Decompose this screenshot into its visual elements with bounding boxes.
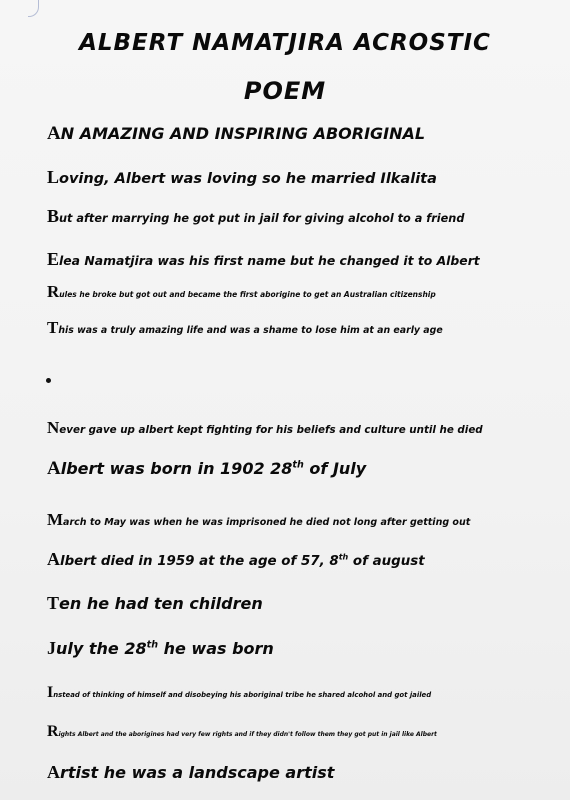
line-text-end: he was born [158, 639, 274, 658]
acrostic-letter: T [47, 318, 59, 337]
poem-line [47, 418, 483, 438]
acrostic-letter: N [47, 418, 60, 437]
poem-title-line-2: POEM [243, 77, 327, 105]
acrostic-letter: A [47, 123, 61, 144]
poem-line [47, 510, 470, 530]
poem-line [47, 762, 334, 783]
line-text: ules he broke but got out and became the first aborigine to get an Australian citizenship [59, 290, 436, 299]
line-text: uly the 28 [56, 639, 147, 658]
acrostic-letter: R [47, 723, 59, 740]
line-text-end: of July [303, 459, 367, 478]
acrostic-letter: M [47, 510, 64, 529]
line-text: N AMAZING AND INSPIRING ABORIGINAL [60, 124, 426, 143]
acrostic-letter: I [47, 684, 54, 701]
poem-line [47, 593, 263, 614]
line-text: arch to May was when he was imprisoned he died not long after getting out [63, 517, 471, 528]
line-text: en he had ten children [59, 594, 263, 613]
line-text: oving, Albert was loving so he married Ilkalita [59, 171, 437, 187]
line-text: lbert died in 1959 at the age of 57, 8 [60, 554, 339, 569]
acrostic-letter: T [47, 593, 60, 613]
poem-line [47, 167, 437, 188]
acrostic-letter: A [47, 549, 60, 569]
poem-line [47, 249, 480, 270]
line-text: ever gave up albert kept fighting for his beliefs and culture until he died [59, 424, 483, 436]
poem-line [47, 549, 425, 570]
line-text: lea Namatjira was his first name but he changed it to Albert [59, 253, 480, 268]
line-text: ights Albert and the aborigines had very few rights and if they didn't follow them they got put in jail like Albert [58, 731, 437, 738]
acrostic-letter: J [47, 638, 56, 658]
poem-line [47, 282, 436, 302]
acrostic-letter: R [47, 282, 60, 301]
acrostic-letter: A [47, 762, 60, 782]
line-text: his was a truly amazing life and was a shame to lose him at an early age [58, 325, 443, 336]
acrostic-letter: L [47, 167, 60, 187]
acrostic-letter: B [47, 206, 60, 226]
acrostic-letter: A [47, 458, 61, 479]
bullet-dot [46, 378, 51, 383]
pen-mark [28, 0, 39, 17]
poem-line [47, 206, 464, 227]
ordinal-suffix: th [338, 552, 349, 562]
acrostic-letter: E [47, 249, 60, 269]
poem-title-line-1: ALBERT NAMATJIRA ACROSTIC [79, 30, 491, 56]
line-text: nstead of thinking of himself and disobeying his aboriginal tribe he shared alcohol and got jailed [53, 691, 432, 699]
poem-line [47, 123, 425, 145]
poem-line [47, 458, 366, 480]
ordinal-suffix: th [146, 639, 159, 651]
line-text: rtist he was a landscape artist [60, 763, 335, 782]
line-text: ut after marrying he got put in jail for giving alcohol to a friend [59, 212, 465, 225]
line-text: lbert was born in 1902 28 [60, 459, 293, 478]
poem-line [47, 684, 431, 702]
line-text-end: of august [348, 554, 425, 569]
poem-line [47, 723, 437, 741]
ordinal-suffix: th [292, 459, 304, 471]
poem-line [47, 318, 443, 338]
poem-line [47, 638, 274, 659]
